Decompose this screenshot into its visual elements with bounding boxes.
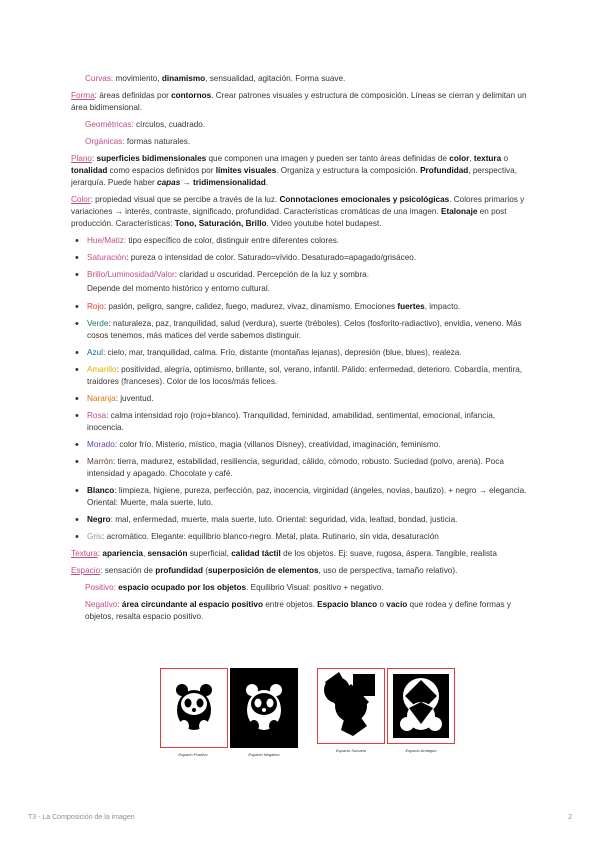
list-item: • Hue/Matiz: tipo específico de color, distinguir entre diferentes colores. — [71, 235, 531, 247]
list-item: • Rosa: calma intensidad rojo (rojo+blanco). Tranquilidad, feminidad, amabilidad, sentimental, emocional, infancia, inocencia. — [71, 410, 531, 434]
textura-paragraph: Textura: apariencia, sensación superficial, calidad táctil de los objetos. Ej: suave, rugosa, áspera. Tangible, realista — [71, 549, 497, 558]
list-item: • Morado: color frío. Misterio, místico, magia (villanos Disney), creatividad, imaginación, feminismo. — [71, 439, 531, 451]
color-paragraph: Color: propiedad visual que se percibe a través de la luz. Connotaciones emocionales y psicológicas. Colores primarios y variaciones → interés, contraste, significado, profundidad. Características cromáticas de una imagen. Etalonaje en post producción. Características: Tono, Saturación, Brillo. Video youtube hotel budapest. — [71, 195, 525, 228]
caption-summary: Espacio Sumario — [335, 748, 367, 753]
negativo-paragraph: Negativo: área circundante al espacio positivo entre objetos. Espacio blanco o vacío que rodea y define formas y objetos, resalta espacio positivo. — [85, 600, 512, 621]
caption-negative: Espacio Negativo — [248, 752, 280, 757]
color-characteristics-list — [71, 235, 531, 281]
list-item: • Verde: naturaleza, paz, tranquilidad, salud (verdura), suerte (tréboles). Celos (fosforito-radiactivo), envidia, veneno. Más cosos tenemos, más matices del verde sabemos distinguir. — [71, 318, 531, 342]
forma-paragraph: Forma: áreas definidas por contornos. Crear patrones visuales y estructura de composición. Líneas se cierran y delimitan un área bidimensional. — [71, 91, 527, 112]
space-examples-figure — [160, 668, 460, 768]
summary-space-shapes-image — [317, 668, 385, 744]
brillo-continuation: Depende del momento histórico y entorno cultural. — [87, 284, 270, 293]
list-item: • Blanco: limpieza, higiene, pureza, perfección, paz, inocencia, virginidad (ángeles, novias, bautizo). + negro → elegancia. Oriental: Muerte, mala suerte, luto. — [71, 485, 531, 509]
ambiguous-space-shapes-image — [387, 668, 455, 744]
list-item: • Saturación: pureza o intensidad de color. Saturado=vívido. Desaturado=apagado/grisáceo. — [71, 252, 531, 264]
term-organicas: Orgánicas: — [85, 137, 125, 146]
term-curvas: Curvas: — [85, 74, 114, 83]
plano-paragraph: Plano: superficies bidimensionales que componen una imagen y pueden ser tanto áreas definidas de color, textura o tonalidad como espacios definidos por límites visuales. Organiza y estructura la composición. Profundidad, perspectiva, jerarquía. Puede haber capas → tridimensionalidad. — [71, 154, 517, 187]
list-item: • Brillo/Luminosidad/Valor: claridad u oscuridad. Percepción de la luz y sombra. — [71, 269, 531, 281]
page-footer — [28, 812, 572, 824]
espacio-paragraph: Espacio: sensación de profundidad (superposición de elementos, uso de perspectiva, tamaño relativo). — [71, 566, 458, 575]
term-espacio: Espacio — [71, 566, 101, 575]
notes-body — [71, 73, 531, 628]
organicas-paragraph: Orgánicas: formas naturales. — [85, 137, 191, 146]
page-number: 2 — [568, 814, 572, 821]
list-item: • Gris: acromático. Elegante: equilibrio blanco-negro. Metal, plata. Rutinario, sin vida, desaturación — [71, 531, 531, 543]
list-item: • Amarillo: positividad, alegría, optimismo, brillante, sol, verano, infantil. Pálido: enfermedad, deterioro. Cobardía, mentira, traidores (franceses). Color de los locos/más felices. — [71, 364, 531, 388]
term-plano: Plano — [71, 154, 92, 163]
curvas-paragraph: Curvas: movimiento, dinamismo, sensualidad, agitación. Forma suave. — [85, 74, 346, 83]
list-item: • Rojo: pasión, peligro, sangre, calidez, fuego, madurez, vivaz, dinamismo. Emociones fuertes, impacto. — [71, 301, 531, 313]
caption-ambiguous: Espacio Ambiguo — [405, 748, 437, 753]
positive-space-panda-image — [160, 668, 228, 748]
caption-positive: Espacio Positivo — [178, 752, 208, 757]
geometricas-paragraph: Geométricas: círculos, cuadrado. — [85, 120, 206, 129]
term-geometricas: Geométricas: — [85, 120, 134, 129]
term-color: Color — [71, 195, 91, 204]
color-meanings-list — [71, 301, 531, 543]
term-positivo: Positivo: — [85, 583, 116, 592]
list-item: • Marrón: tierra, madurez, estabilidad, resiliencia, seguridad, cálido, cómodo, robusto. Suciedad (polvo, arena). Poca intensidad y apagado. Chocolate y café. — [71, 456, 531, 480]
positivo-paragraph: Positivo: espacio ocupado por los objetos. Equilibrio Visual: positivo + negativo. — [85, 583, 384, 592]
negative-space-panda-image — [230, 668, 298, 748]
list-item: • Negro: mal, enfermedad, muerte, mala suerte, luto. Oriental: seguridad, vida, lealtad, bondad, justicia. — [71, 514, 531, 526]
term-forma: Forma — [71, 91, 95, 100]
list-item: • Azul: cielo, mar, tranquilidad, calma. Frío, distante (montañas lejanas), depresión (blue, blues), realeza. — [71, 347, 531, 359]
term-negativo: Negativo — [85, 600, 118, 609]
footer-title: T3 - La Composición de la imagen — [28, 814, 135, 821]
list-item: • Naranja: juventud. — [71, 393, 531, 405]
term-textura: Textura — [71, 549, 98, 558]
